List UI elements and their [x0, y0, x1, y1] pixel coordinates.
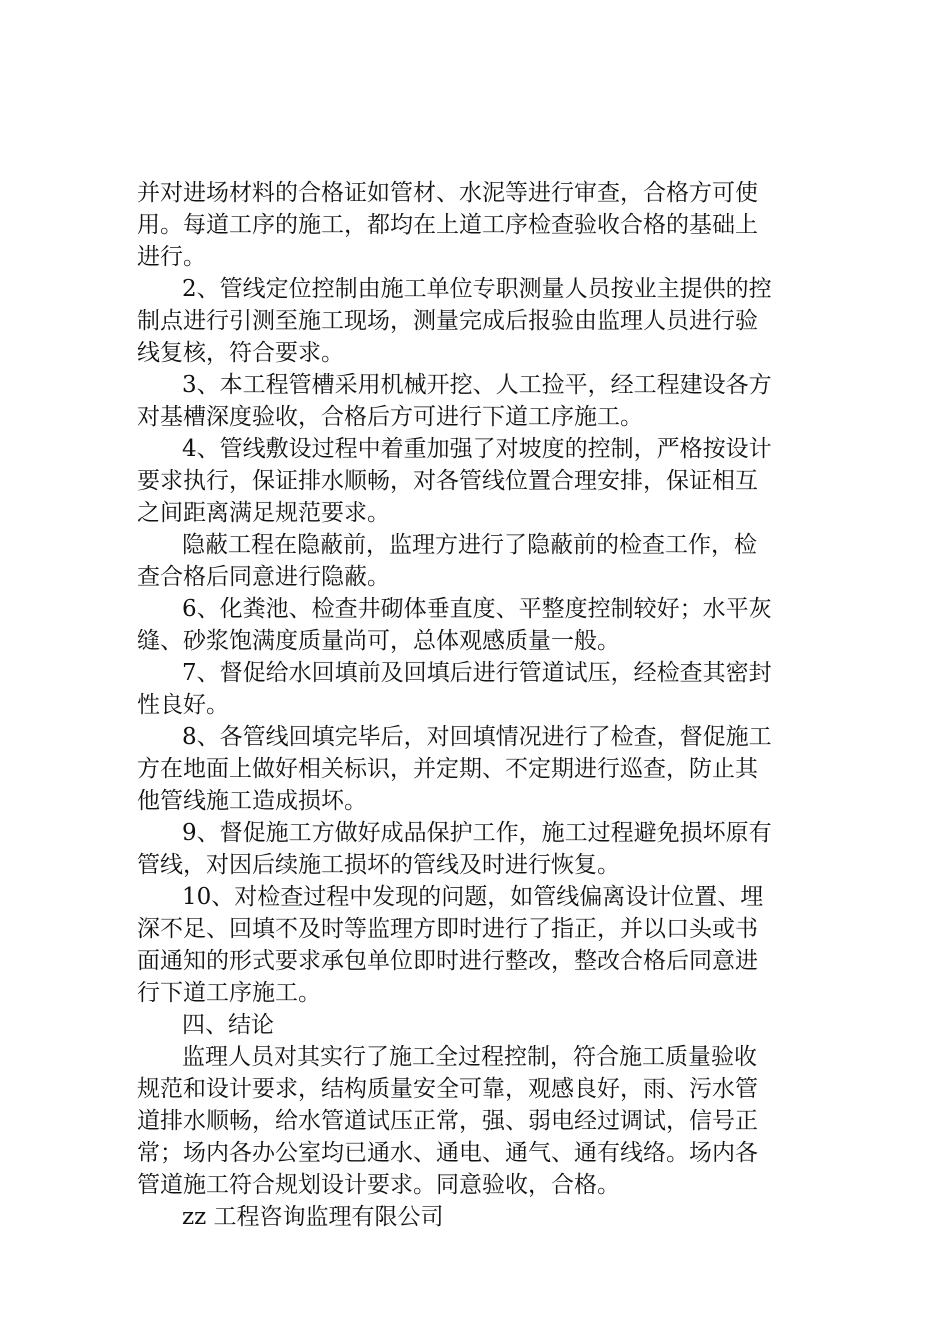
text-line-content: 9、督促施工方做好成品保护工作，施工过程避免损坏原有	[182, 820, 772, 846]
text-line	[0, 1040, 950, 1074]
text-line-content: 用。每道工序的施工，都均在上道工序检查验收合格的基础上	[137, 212, 758, 238]
text-line	[0, 432, 950, 466]
text-line-content: 制点进行引测至施工现场，测量完成后报验由监理人员进行验	[137, 308, 758, 334]
text-line-content: 进行。	[137, 244, 206, 270]
text-line	[0, 368, 950, 402]
text-line-content: 7、督促给水回填前及回填后进行管道试压，经检查其密封	[182, 660, 772, 686]
text-line-content: 他管线施工造成损坏。	[137, 788, 367, 814]
text-line-content: 缝、砂浆饱满度质量尚可，总体观感质量一般。	[137, 628, 620, 654]
text-line	[0, 656, 950, 690]
text-line-content: 要求执行，保证排水顺畅，对各管线位置合理安排，保证相互	[137, 468, 758, 494]
text-line	[0, 752, 950, 786]
text-line-content: 管线，对因后续施工损坏的管线及时进行恢复。	[137, 852, 620, 878]
text-line-content: 管道施工符合规划设计要求。同意验收，合格。	[137, 1172, 620, 1198]
text-line-content: 4、管线敷设过程中着重加强了对坡度的控制，严格按设计	[182, 436, 772, 462]
text-line-content: 查合格后同意进行隐蔽。	[137, 564, 390, 590]
text-line	[0, 624, 950, 658]
text-line	[0, 944, 950, 978]
text-line-content: 行下道工序施工。	[137, 980, 321, 1006]
text-line	[0, 400, 950, 434]
text-line	[0, 1072, 950, 1106]
text-line-content: 对基槽深度验收，合格后方可进行下道工序施工。	[137, 404, 643, 430]
text-line	[0, 496, 950, 530]
text-line-content: 隐蔽工程在隐蔽前，监理方进行了隐蔽前的检查工作，检	[182, 532, 757, 558]
text-line	[0, 880, 950, 914]
text-line-content: 面通知的形式要求承包单位即时进行整改，整改合格后同意进	[137, 948, 758, 974]
section-heading	[0, 1008, 950, 1042]
text-line	[0, 240, 950, 274]
text-line	[0, 1136, 950, 1170]
company-name: zz 工程咨询监理有限公司	[182, 1204, 444, 1230]
text-line-content: 2、管线定位控制由施工单位专职测量人员按业主提供的控	[182, 276, 772, 302]
text-line	[0, 528, 950, 562]
text-line-content: 性良好。	[137, 692, 229, 718]
text-line	[0, 208, 950, 242]
signature-line	[0, 1200, 950, 1234]
text-line	[0, 560, 950, 594]
text-line-content: 10、对检查过程中发现的问题，如管线偏离设计位置、埋	[182, 884, 764, 910]
text-line-content: 深不足、回填不及时等监理方即时进行了指正，并以口头或书	[137, 916, 758, 942]
text-line	[0, 784, 950, 818]
text-line-content: 3、本工程管槽采用机械开挖、人工捡平，经工程建设各方	[182, 372, 772, 398]
text-line-content: 常；场内各办公室均已通水、通电、通气、通有线络。场内各	[137, 1140, 758, 1166]
text-line	[0, 848, 950, 882]
text-line	[0, 272, 950, 306]
text-line	[0, 912, 950, 946]
text-line	[0, 688, 950, 722]
text-line	[0, 976, 950, 1010]
text-line	[0, 336, 950, 370]
text-line-content: 8、各管线回填完毕后，对回填情况进行了检查，督促施工	[182, 724, 772, 750]
text-line	[0, 176, 950, 210]
text-line-content: 方在地面上做好相关标识，并定期、不定期进行巡查，防止其	[137, 756, 758, 782]
text-line	[0, 720, 950, 754]
text-line-content: 道排水顺畅，给水管道试压正常，强、弱电经过调试，信号正	[137, 1108, 758, 1134]
text-line-content: 线复核，符合要求。	[137, 340, 344, 366]
section-heading-text: 四、结论	[182, 1012, 274, 1038]
text-line-content: 之间距离满足规范要求。	[137, 500, 390, 526]
text-line	[0, 592, 950, 626]
text-line	[0, 304, 950, 338]
text-line	[0, 816, 950, 850]
text-line-content: 规范和设计要求，结构质量安全可靠，观感良好，雨、污水管	[137, 1076, 758, 1102]
text-line	[0, 464, 950, 498]
text-line-content: 监理人员对其实行了施工全过程控制，符合施工质量验收	[182, 1044, 757, 1070]
text-line-content: 并对进场材料的合格证如管材、水泥等进行审查，合格方可使	[137, 180, 758, 206]
text-line	[0, 1104, 950, 1138]
text-line	[0, 1168, 950, 1202]
text-line-content: 6、化粪池、检查井砌体垂直度、平整度控制较好；水平灰	[182, 596, 772, 622]
